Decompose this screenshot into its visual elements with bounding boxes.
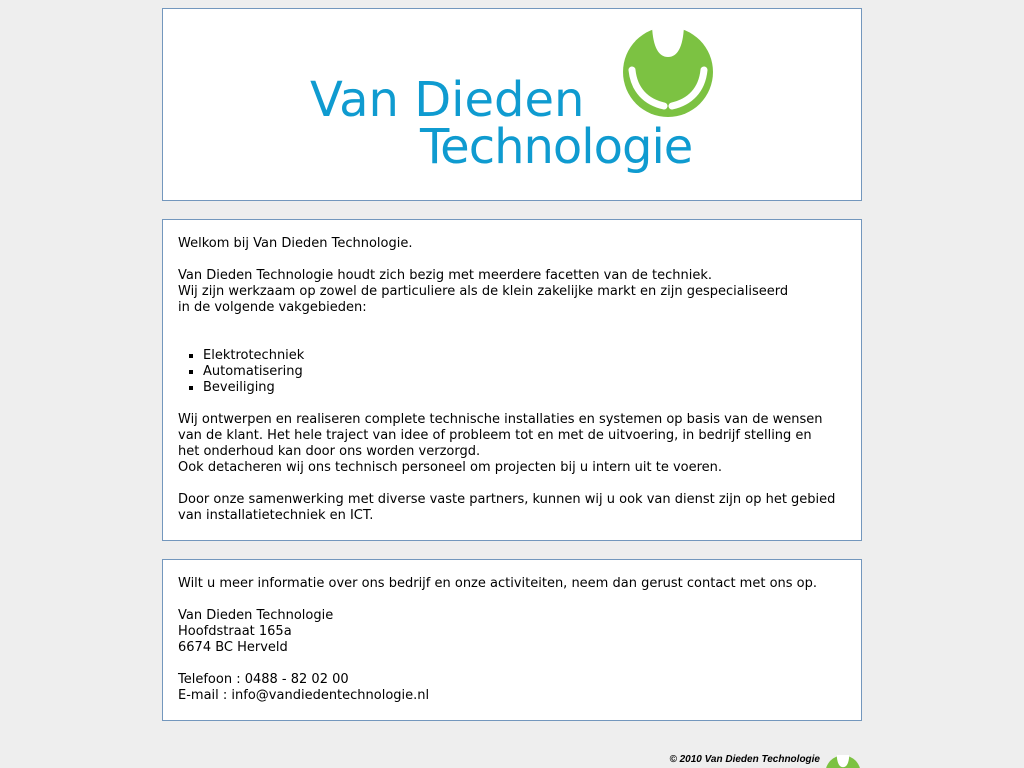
logo-text-line1: Van Dieden	[310, 72, 585, 128]
address-block	[178, 608, 846, 656]
services-line: van de klant. Het hele traject van idee of probleem tot en met de uitvoering, in bedrijf stelling en	[178, 428, 812, 443]
intro-line: Van Dieden Technologie houdt zich bezig met meerdere facetten van de techniek.	[178, 268, 713, 283]
intro-line: in de volgende vakgebieden:	[178, 300, 367, 315]
phone-number: 0488 - 82 02 00	[244, 672, 349, 687]
services-line: Wij ontwerpen en realiseren complete technische installaties en systemen op basis van de wensen	[178, 412, 823, 427]
partners-line: Door onze samenwerking met diverse vaste partners, kunnen wij u ook van dienst zijn op het gebied	[178, 492, 836, 507]
footer-copyright: © 2010 Van Dieden Technologie	[669, 754, 820, 765]
intro-box	[162, 219, 862, 541]
list-item: ▪ Elektrotechniek	[203, 348, 846, 364]
intro-paragraph	[178, 268, 846, 316]
company-name: Van Dieden Technologie	[178, 608, 334, 623]
page-container	[162, 8, 862, 721]
partners-line: van installatietechniek en ICT.	[178, 508, 374, 523]
contact-intro	[178, 576, 846, 592]
phone-line	[178, 672, 846, 688]
welcome-line: Welkom bij Van Dieden Technologie.	[178, 236, 413, 251]
email-label: E-mail :	[178, 688, 228, 703]
contact-intro-line: Wilt u meer informatie over ons bedrijf en onze activiteiten, neem dan gerust contact met ons op.	[178, 576, 818, 591]
street-address: Hoofdstraat 165a	[178, 624, 292, 639]
postal-city: 6674 BC Herveld	[178, 640, 288, 655]
footer-emblem-icon	[825, 755, 861, 768]
intro-line: Wij zijn werkzaam op zowel de particuliere als de klein zakelijke markt en zijn gespecialiseerd	[178, 284, 789, 299]
partners-paragraph	[178, 492, 846, 524]
list-item: ▪ Automatisering	[203, 364, 846, 380]
email-address: info@vandiedentechnologie.nl	[231, 688, 430, 703]
logo-emblem-icon	[622, 26, 714, 118]
welcome-text	[178, 236, 846, 252]
services-line: het onderhoud kan door ons worden verzorgd.	[178, 444, 481, 459]
contact-box	[162, 559, 862, 721]
contact-details	[178, 672, 846, 704]
specialty-list	[178, 348, 846, 396]
services-paragraph	[178, 412, 846, 476]
email-line	[178, 688, 846, 704]
header-box	[162, 8, 862, 201]
list-item: ▪ Beveiliging	[203, 380, 846, 396]
phone-label: Telefoon :	[178, 672, 241, 687]
services-line: Ook detacheren wij ons technisch personeel om projecten bij u intern uit te voeren.	[178, 460, 723, 475]
logo-text-line2: Technologie	[420, 119, 693, 175]
